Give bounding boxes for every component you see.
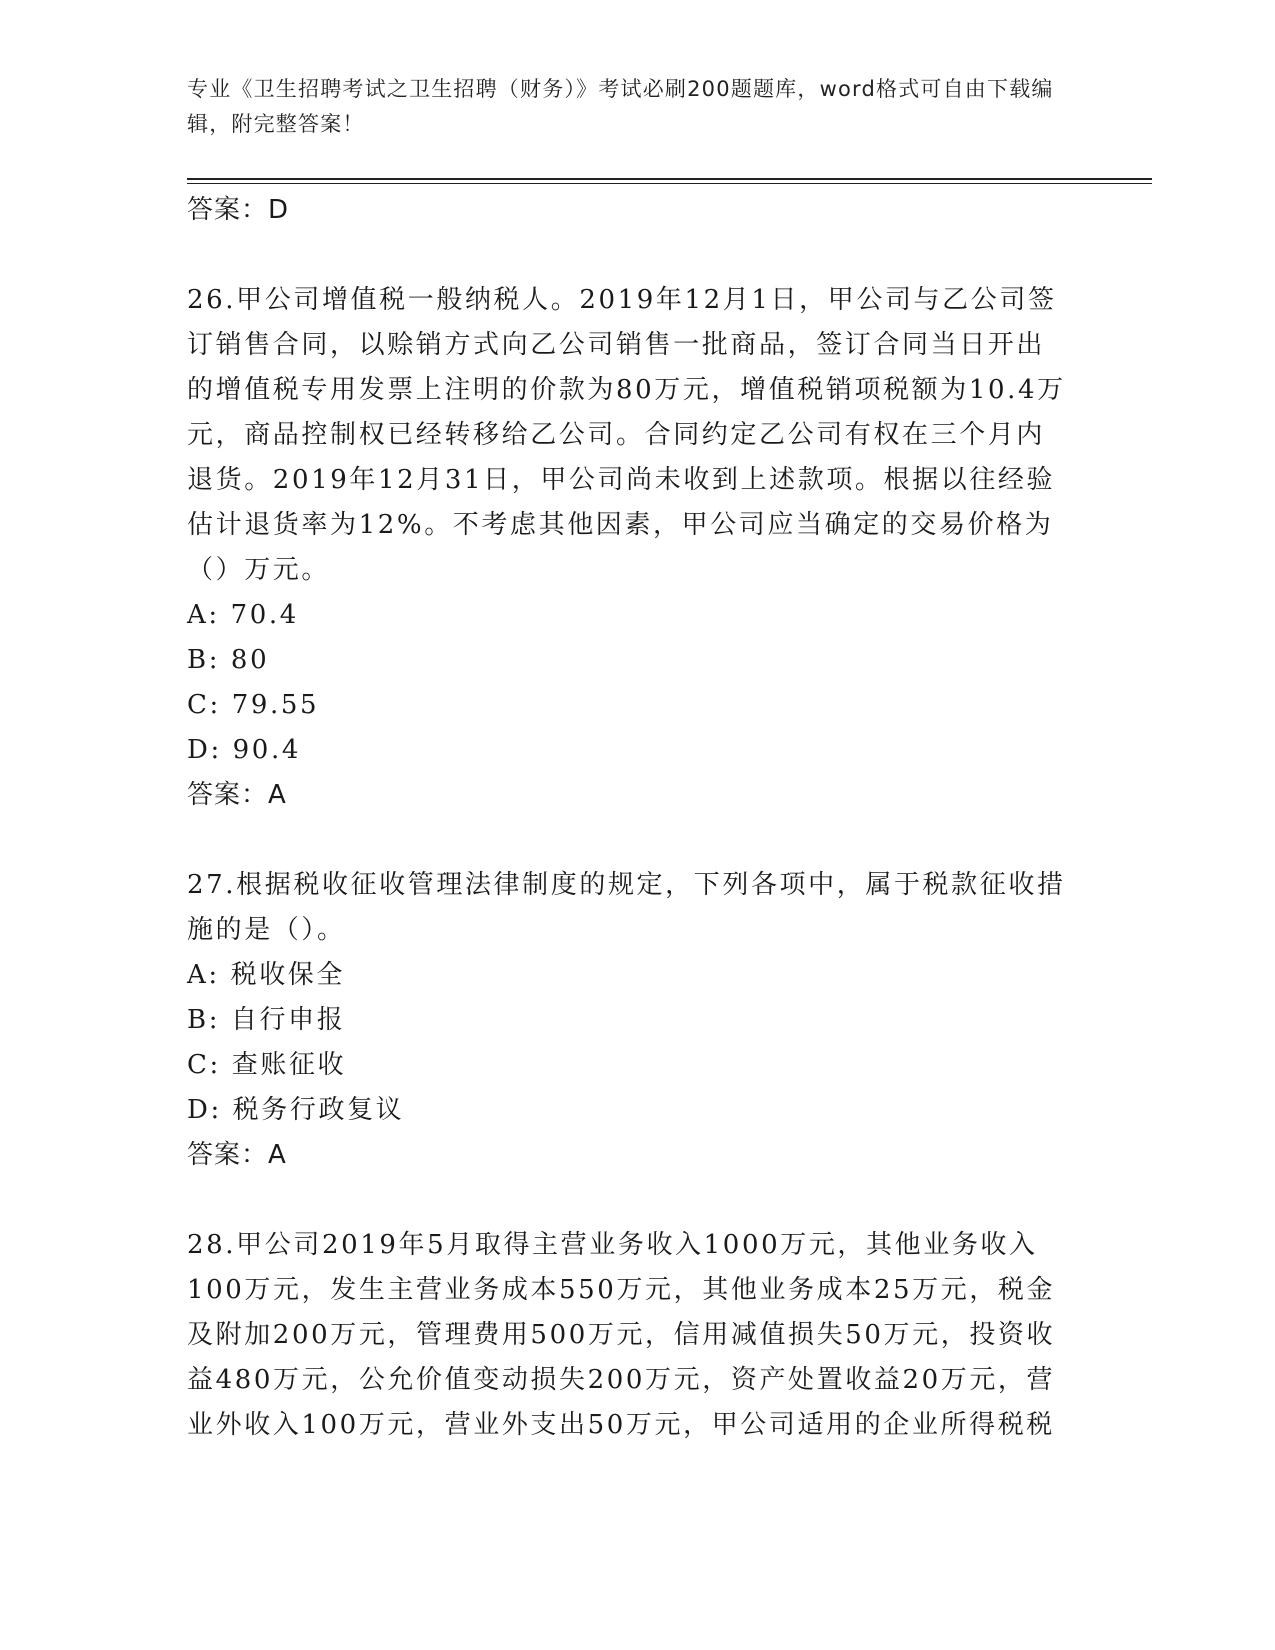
option-b: B: 80 bbox=[187, 645, 270, 675]
document-body bbox=[187, 188, 1067, 1448]
option-c: C: 查账征收 bbox=[187, 1050, 347, 1080]
question-block bbox=[187, 863, 1067, 1178]
question-block bbox=[187, 1223, 1067, 1448]
question-text: 28.甲公司2019年5月取得主营业务收入1000万元，其他业务收入100万元，发生主营业务成本550万元，其他业务成本25万元，税金及附加200万元，管理费用500万元，信用减值损失50万元，投资收益480万元，公允价值变动损失200万元，资产处置收益20万元，营业外收入100万元，营业外支出50万元，甲公司适用的企业所得税税 bbox=[187, 1230, 1056, 1440]
spacer bbox=[187, 233, 1067, 278]
answer-line: 答案：A bbox=[187, 780, 287, 810]
header-rule-thick bbox=[187, 178, 1152, 180]
option-d: D: 90.4 bbox=[187, 735, 301, 765]
option-b: B: 自行申报 bbox=[187, 1005, 346, 1035]
question-text: 26.甲公司增值税一般纳税人。2019年12月1日，甲公司与乙公司签订销售合同，以赊销方式向乙公司销售一批商品，签订合同当日开出的增值税专用发票上注明的价款为80万元，增值税销项税额为10.4万元，商品控制权已经转移给乙公司。合同约定乙公司有权在三个月内退货。2019年12月31日，甲公司尚未收到上述款项。根据以往经验估计退货率为12%。不考虑其他因素，甲公司应当确定的交易价格为（）万元。 bbox=[187, 285, 1066, 585]
option-d: D: 税务行政复议 bbox=[187, 1095, 405, 1125]
page-header: 专业《卫生招聘考试之卫生招聘（财务）》考试必刷200题题库，word格式可自由下载编辑，附完整答案！ bbox=[187, 77, 1054, 136]
option-a: A: 70.4 bbox=[187, 600, 299, 630]
option-a: A: 税收保全 bbox=[187, 960, 346, 990]
spacer bbox=[187, 1178, 1067, 1223]
answer-line: 答案：A bbox=[187, 1140, 287, 1170]
answer-line: 答案：D bbox=[187, 195, 290, 225]
header-rule-thin bbox=[187, 183, 1152, 184]
option-c: C: 79.55 bbox=[187, 690, 320, 720]
question-text: 27.根据税收征收管理法律制度的规定，下列各项中，属于税款征收措施的是（）。 bbox=[187, 870, 1066, 945]
spacer bbox=[187, 818, 1067, 863]
question-block bbox=[187, 278, 1067, 818]
